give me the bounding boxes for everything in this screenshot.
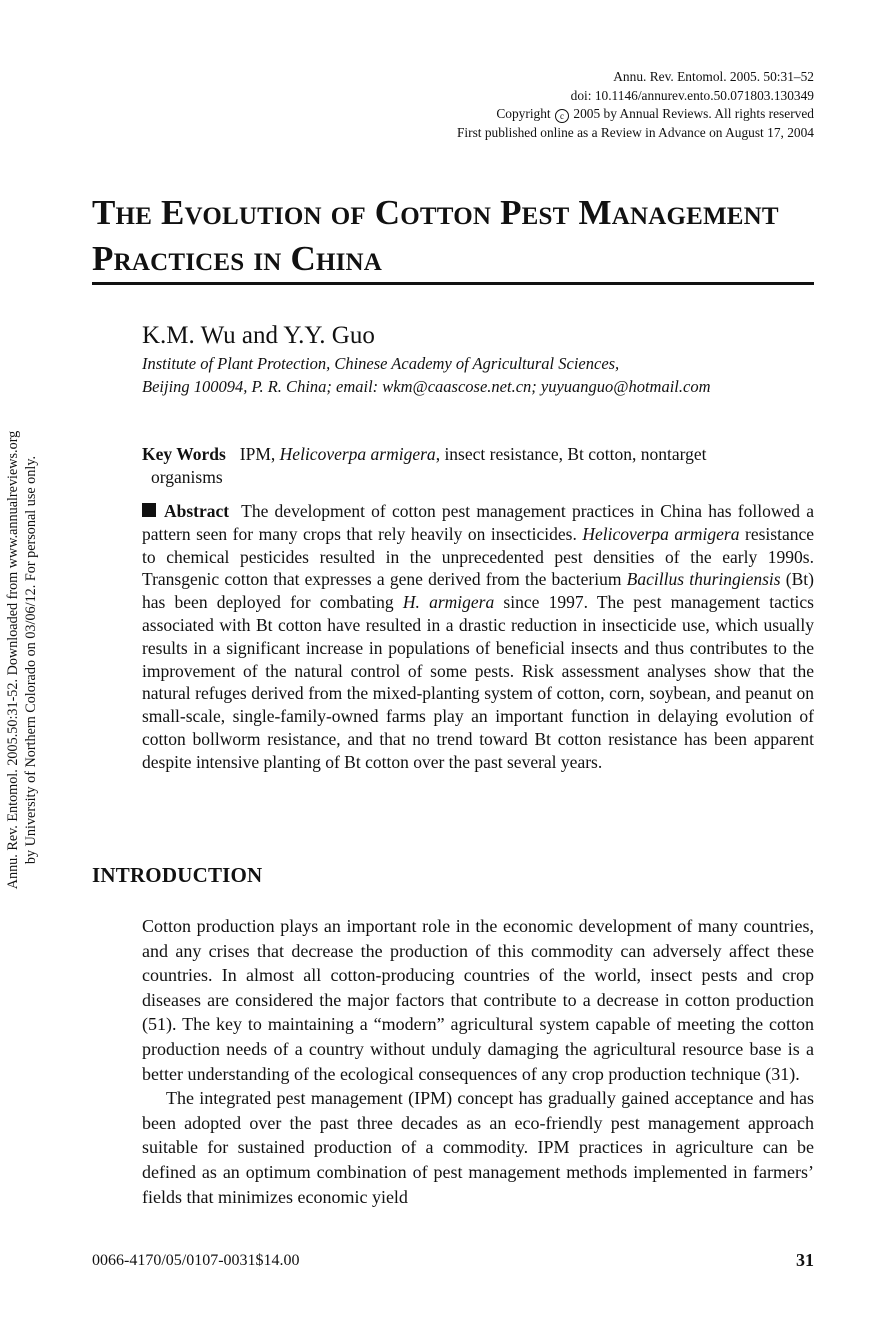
- abstract-part-1: The development of cotton pest management practices in China has followed a pattern seen for many crops that rely heavily on insecticides.: [142, 501, 814, 544]
- keywords: [142, 443, 814, 489]
- abstract-part-3: (Bt) has been deployed for combating: [142, 569, 814, 613]
- download-notice-line2: by University of Northern Colorado on 03/06/12. For personal use only.: [23, 455, 39, 865]
- download-notice: [4, 380, 40, 940]
- intro-paragraph-2: The integrated pest management (IPM) concept has gradually gained acceptance and has been adopted over the past three decades as an eco-friendly pest management approach suitable for sustained production of a commodity. IPM practices in agriculture can be defined as an optimum combination of pest management methods implemented in farmers’ fields that minimizes economic yield: [142, 1088, 814, 1207]
- affiliation-line-2: Beijing 100094, P. R. China; email: wkm@caascose.net.cn; yuyuanguo@hotmail.com: [142, 377, 711, 396]
- title-line-2: Practices in China: [92, 239, 383, 278]
- title-divider: [92, 282, 814, 285]
- keywords-label: Key Words: [142, 444, 226, 464]
- intro-paragraph-1: Cotton production plays an important role in the economic development of many countries, and any crises that decrease the production of this commodity can adversely affect these countries. In almost all cotton-producing countries of the world, insect pests and crop diseases are considered the major factors that contribute to a decrease in cotton production (51). The key to maintaining a “modern” agricultural system capable of meeting the cotton production needs of a country without unduly damaging the agricultural resource base is a better understanding of the ecological consequences of any crop production technique (31).: [142, 916, 814, 1084]
- article-code: 0066-4170/05/0107-0031$14.00: [92, 1252, 300, 1269]
- abstract-part-2: resistance to chemical pesticides resulted in the unprecedented pest densities of the early 1990s. Transgenic cotton that expresses a gene derived from the bacterium: [142, 523, 814, 590]
- journal-header: [294, 68, 814, 142]
- abstract-italic-2: Bacillus thuringiensis: [626, 569, 781, 590]
- copyright-pre: Copyright: [496, 106, 551, 122]
- abstract-italic-3: H. armigera: [402, 592, 495, 613]
- copyright-post: 2005 by Annual Reviews. All rights reserved: [573, 106, 814, 122]
- keywords-text-1: IPM,: [239, 444, 280, 464]
- publication-date: First published online as a Review in Advance on August 17, 2004: [456, 124, 814, 140]
- abstract-italic-1: Helicoverpa armigera: [582, 523, 740, 544]
- download-notice-line1: Annu. Rev. Entomol. 2005.50:31-52. Downloaded from www.annualreviews.org: [5, 430, 21, 890]
- abstract-label: Abstract: [164, 501, 230, 521]
- authors: K.M. Wu and Y.Y. Guo: [142, 322, 375, 349]
- abstract-part-4: since 1997. The pest management tactics associated with Bt cotton have resulted in a drastic reduction in insecticide use, which usually results in a significant increase in populations of beneficial insects and thus contributes to the improvement of the natural control of some pests. Risk assessment analyses show that the natural refuges derived from the mixed-planting system of cotton, corn, soybean, and peanut on small-scale, single-family-owned farms play an important function in delaying evolution of cotton bollworm resistance, and that no trend toward Bt cotton resistance has been apparent despite intensive planting of Bt cotton over the past several years.: [142, 592, 814, 772]
- doi: doi: 10.1146/annurev.ento.50.071803.130349: [570, 87, 814, 103]
- article-title: [92, 190, 814, 282]
- journal-citation: Annu. Rev. Entomol. 2005. 50:31–52: [613, 69, 814, 84]
- copyright-line: [294, 105, 814, 124]
- abstract-square-icon: [142, 503, 156, 517]
- keywords-text-2: , insect resistance, Bt cotton, nontarget: [435, 444, 707, 464]
- keywords-text-3: organisms: [151, 467, 223, 487]
- affiliation-line-1: Institute of Plant Protection, Chinese Academy of Agricultural Sciences,: [142, 354, 620, 373]
- keywords-species: Helicoverpa armigera: [279, 444, 436, 464]
- section-heading-introduction: INTRODUCTION: [92, 863, 263, 887]
- page-number: 31: [796, 1250, 814, 1270]
- title-line-1: The Evolution of Cotton Pest Management: [92, 193, 779, 232]
- abstract: [142, 500, 814, 774]
- copyright-icon: c: [555, 109, 569, 123]
- introduction-body: [142, 914, 814, 1209]
- affiliation: [142, 352, 822, 398]
